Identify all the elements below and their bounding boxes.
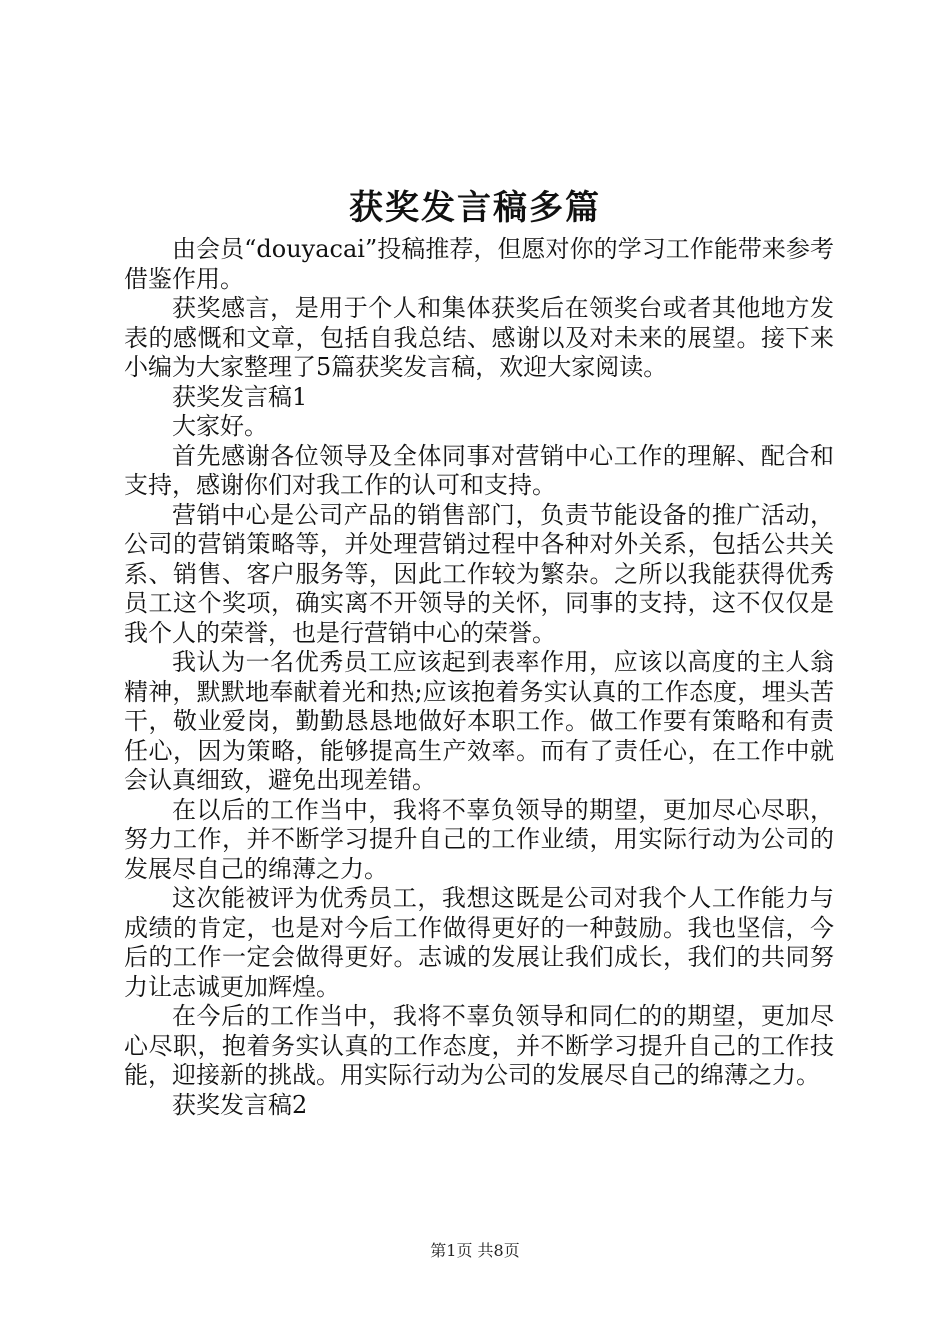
- page-footer: 第1页 共8页: [430, 1241, 520, 1260]
- paragraph-greeting: 大家好。: [172, 412, 268, 440]
- paragraph-intro: 由会员“douyacai”投稿推荐，但愿对你的学习工作能带来参考借鉴作用。: [124, 235, 834, 293]
- paragraph-marketing-center: 营销中心是公司产品的销售部门，负责节能设备的推广活动，公司的营销策略等，并处理营销过程中各种对外关系，包括公共关系、销售、客户服务等，因此工作较为繁杂。之所以我能获得优秀员工这个奖项，确实离不开领导的关怀，同事的支持，这不仅仅是我个人的荣誉，也是行营销中心的荣誉。: [124, 500, 834, 647]
- section-heading-2: 获奖发言稿2: [172, 1090, 308, 1119]
- paragraph-recognition: 这次能被评为优秀员工，我想这既是公司对我个人工作能力与成绩的肯定，也是对今后工作做得更好的一种鼓励。我也坚信，今后的工作一定会做得更好。志诚的发展让我们成长，我们的共同努力让志诚更加辉煌。: [124, 884, 834, 1001]
- document-body: [124, 235, 834, 1120]
- paragraph-thanks: 首先感谢各位领导及全体同事对营销中心工作的理解、配合和支持，感谢你们对我工作的认可和支持。: [124, 441, 834, 499]
- paragraph-commitment: 在今后的工作当中，我将不辜负领导和同仁的的期望，更加尽心尽职，抱着务实认真的工作态度，并不断学习提升自己的工作技能，迎接新的挑战。用实际行动为公司的发展尽自己的绵薄之力。: [124, 1002, 834, 1089]
- section-heading-1: 获奖发言稿1: [172, 382, 308, 411]
- paragraph-future-work: 在以后的工作当中，我将不辜负领导的期望，更加尽心尽职，努力工作，并不断学习提升自己的工作业绩，用实际行动为公司的发展尽自己的绵薄之力。: [124, 795, 834, 883]
- paragraph-role-model: 我认为一名优秀员工应该起到表率作用，应该以高度的主人翁精神，默默地奉献着光和热;应该抱着务实认真的工作态度，埋头苦干，敬业爱岗，勤勤恳恳地做好本职工作。做工作要有策略和有责任心，因为策略，能够提高生产效率。而有了责任心，在工作中就会认真细致，避免出现差错。: [124, 648, 834, 794]
- document-title: 获奖发言稿多篇: [349, 188, 601, 228]
- paragraph-description: 获奖感言，是用于个人和集体获奖后在领奖台或者其他地方发表的感慨和文章，包括自我总结、感谢以及对未来的展望。接下来小编为大家整理了5篇获奖发言稿，欢迎大家阅读。: [124, 294, 834, 381]
